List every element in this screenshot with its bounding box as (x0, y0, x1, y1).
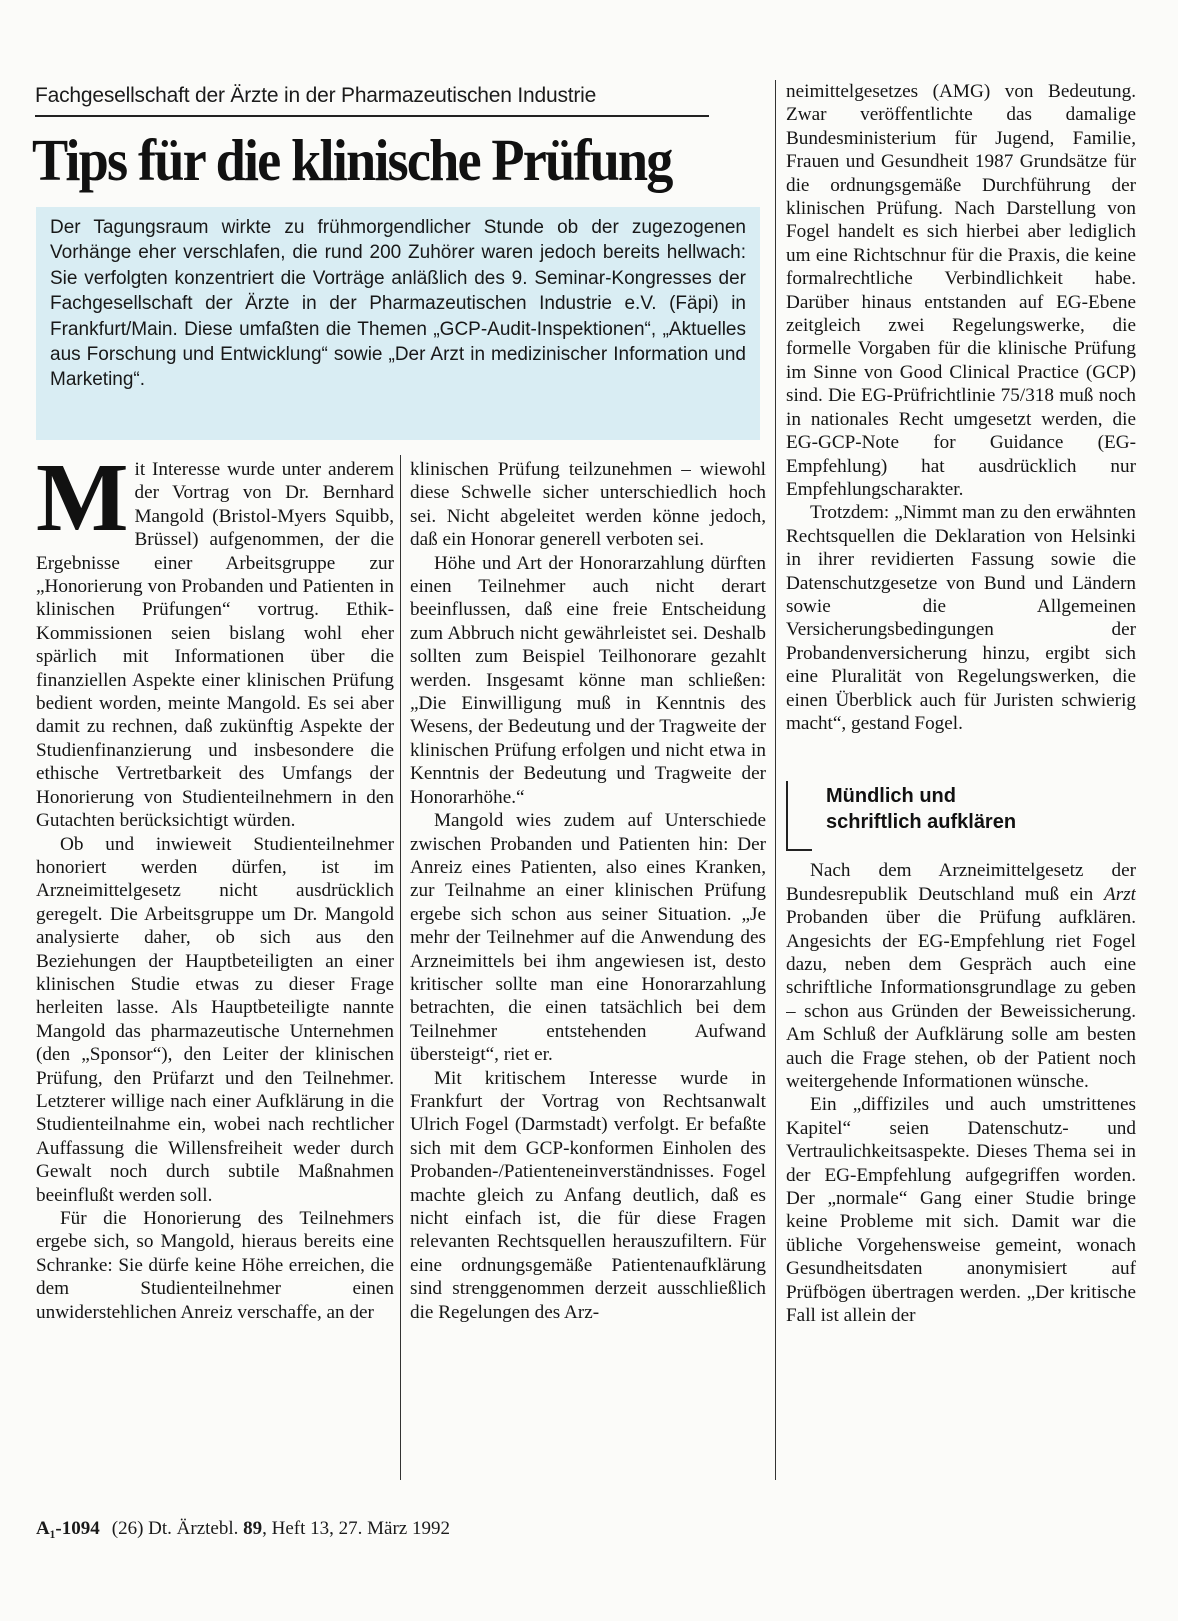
text-column-1 (36, 458, 394, 1478)
drop-cap: M (36, 458, 129, 552)
column-divider (775, 80, 776, 1480)
body-paragraph: Mangold wies zudem auf Unterschiede zwischen Probanden und Patienten hin: Der Anreiz eines Patienten, also eines Kranken, zur Teilnahme an einer klinischen Prüfung ergebe sich schon aus seiner Situation. „Je mehr der Teilnehmer auf die Anwendung des Arzneimittels bei ihm angewiesen ist, desto kritischer sollte man eine Honorarzahlung betrachten, die einen tatsächlich bei dem Teilnehmer entstehenden Aufwand übersteigt“, riet er. (410, 810, 766, 1066)
text-column-3 (786, 80, 1136, 1480)
body-paragraph: Mit Interesse wurde unter anderem der Vortrag von Dr. Bernhard Mangold (Bristol-Myers Squibb, Brüssel) aufgenommen, der die Ergebnisse einer Arbeitsgruppe zur „Honorierung von Probanden und Patienten in klinischen Prüfungen“ vortrug. Ethik-Kommissionen seien bislang wohl eher spärlich mit Informationen über die finanziellen Aspekte einer klinischen Prüfung bedient worden, meinte Mangold. Es sei aber damit zu rechnen, daß zukünftig Aspekte der Studienfinanzierung und insbesondere die ethische Vertretbarkeit des Umfangs der Honorierung von Studienteilnehmern in den Gutachten berücksichtigt würden. (36, 458, 394, 832)
body-paragraph: Mit kritischem Interesse wurde in Frankfurt der Vortrag von Rechtsanwalt Ulrich Fogel (Darmstadt) verfolgt. Er befaßte sich mit dem GCP-konformen Einholen des Probanden-/Patienteneinverständnisses. Fogel machte gleich zu Anfang deutlich, daß es nicht einfach ist, die für diese Fragen relevanten Rechtsquellen herauszufiltern. Für eine ordnungsgemäße Patientenaufklärung sind strenggenommen derzeit ausschließlich die Regelungen des Arz- (410, 1067, 766, 1323)
body-paragraph: Nach dem Arzneimittelgesetz der Bundesrepublik Deutschland muß ein Arzt Probanden über die Prüfung aufklären. Angesichts der EG-Empfehlung riet Fogel dazu, neben dem Gespräch auch eine schriftliche Informationsgrundlage zu geben – schon aus Gründen der Beweissicherung. Am Schluß der Aufklärung solle am besten auch die Frage stehen, ob der Patient noch weitergehende Informationen wünsche. (786, 860, 1136, 1093)
article-headline: Tips für die klinische Prüfung (32, 127, 672, 193)
body-paragraph: Für die Honorierung des Teilnehmers ergebe sich, so Mangold, hieraus bereits eine Schranke: Sie dürfe keine Höhe erreichen, die dem Studienteilnehmer einen unwiderstehlichen Anreiz verschaffe, an der (36, 1208, 394, 1323)
page-code: A₁-1094 (36, 1518, 100, 1539)
page-footer (36, 1518, 450, 1540)
subheading-bracket (786, 781, 812, 851)
body-paragraph: Höhe und Art der Honorarzahlung dürften einen Teilnehmer auch nicht derart beeinflussen, daß eine freie Entscheidung zum Abbruch nicht gewährleistet sei. Deshalb sollten zum Beispiel Teilhonorare gezahlt werden. Insgesamt könne man schließen: „Die Einwilligung muß in Kenntnis des Wesens, der Bedeutung und der Tragweite der klinischen Prüfung erfolgen und nicht etwa in Kenntnis der Bedeutung und Tragweite der Honorarhöhe.“ (410, 552, 766, 808)
body-paragraph: neimittelgesetzes (AMG) von Bedeutung. Zwar veröffentlichte das damalige Bundesministerium für Jugend, Familie, Frauen und Gesundheit 1987 Grundsätze für die ordnungsgemäße Durchführung der klinischen Prüfung. Nach Darstellung von Fogel handelt es sich hierbei aber lediglich um eine Richtschnur für die Praxis, die keine formalrechtliche Verbindlichkeit habe. Darüber hinaus entstanden auf EG-Ebene zeitgleich zwei Regelungswerke, die formelle Vorgaben für die klinische Prüfung im Sinne von Good Clinical Practice (GCP) sind. Die EG-Prüfrichtlinie 75/318 muß noch in nationales Recht umgesetzt werden, die EG-GCP-Note for Guidance (EG-Empfehlung) hat ausdrücklich nur Empfehlungscharakter. (786, 81, 1136, 500)
journal-reference: (26) Dt. Ärztebl. 89, Heft 13, 27. März 1992 (111, 1518, 450, 1539)
body-paragraph: Ob und inwieweit Studienteilnehmer honoriert werden dürfen, ist im Arzneimittelgesetz nicht ausdrücklich geregelt. Die Arbeitsgruppe um Dr. Mangold analysierte daher, ob sich aus den Beziehungen der Hauptbeteiligten an einer klinischen Studie etwas zu dieser Frage herleiten lasse. Als Hauptbeteiligte nannte Mangold das pharmazeutische Unternehmen (den „Sponsor“), den Leiter der klinischen Prüfung, den Prüfarzt und den Teilnehmer. Letzterer willige nach einer Aufklärung in die Studienteilnahme ein, wobei nach rechtlicher Auffassung die Willensfreiheit weder durch Gewalt noch durch subtile Maßnahmen beeinflußt werden soll. (36, 833, 394, 1206)
subheading-text: Mündlich und schriftlich aufklären (826, 785, 1017, 834)
body-paragraph: Ein „diffiziles und auch umstrittenes Kapitel“ seien Datenschutz- und Vertraulichkeitsaspekte. Dieses Thema sei in der EG-Empfehlung aufgegriffen worden. Der „normale“ Gang einer Studie bringe keine Probleme mit sich. Damit war die übliche Vorgehensweise gemeint, wonach Gesundheitsdaten anonymisiert auf Prüfbögen übertragen werden. „Der kritische Fall ist allein der (786, 1094, 1136, 1327)
kicker-underline (35, 115, 709, 117)
column-divider (400, 455, 401, 1480)
body-paragraph: klinischen Prüfung teilzunehmen – wiewohl diese Schwelle sicher unterschiedlich hoch sei. Nicht abgeleitet werden könne jedoch, daß ein Honorar generell verboten sei. (410, 459, 766, 551)
subheading (786, 781, 1136, 837)
body-paragraph: Trotzdem: „Nimmt man zu den erwähnten Rechtsquellen die Deklaration von Helsinki in ihrer revidierten Fassung sowie die Datenschutzgesetze von Bund und Ländern sowie die Allgemeinen Versicherungsbedingungen der Probandenversicherung hinzu, ergibt sich eine Pluralität von Regelungswerken, die einen Überblick auch für Juristen schwierig macht“, gestand Fogel. (786, 502, 1136, 734)
lead-paragraph: Der Tagungsraum wirkte zu frühmorgendlicher Stunde ob der zugezogenen Vorhänge eher verschlafen, die rund 200 Zuhörer waren jedoch bereits hellwach: Sie verfolgten konzentriert die Vorträge anläßlich des 9. Seminar-Kongresses der Fachgesellschaft der Ärzte in der Pharmazeutischen Industrie e.V. (Fäpi) in Frankfurt/Main. Diese umfaßten die Themen „GCP-Audit-Inspektionen“, „Aktuelles aus Forschung und Entwicklung“ sowie „Der Arzt in medizinischer Information und Marketing“. (36, 207, 760, 440)
section-kicker: Fachgesellschaft der Ärzte in der Pharmazeutischen Industrie (35, 84, 597, 107)
text-column-2 (410, 458, 766, 1478)
